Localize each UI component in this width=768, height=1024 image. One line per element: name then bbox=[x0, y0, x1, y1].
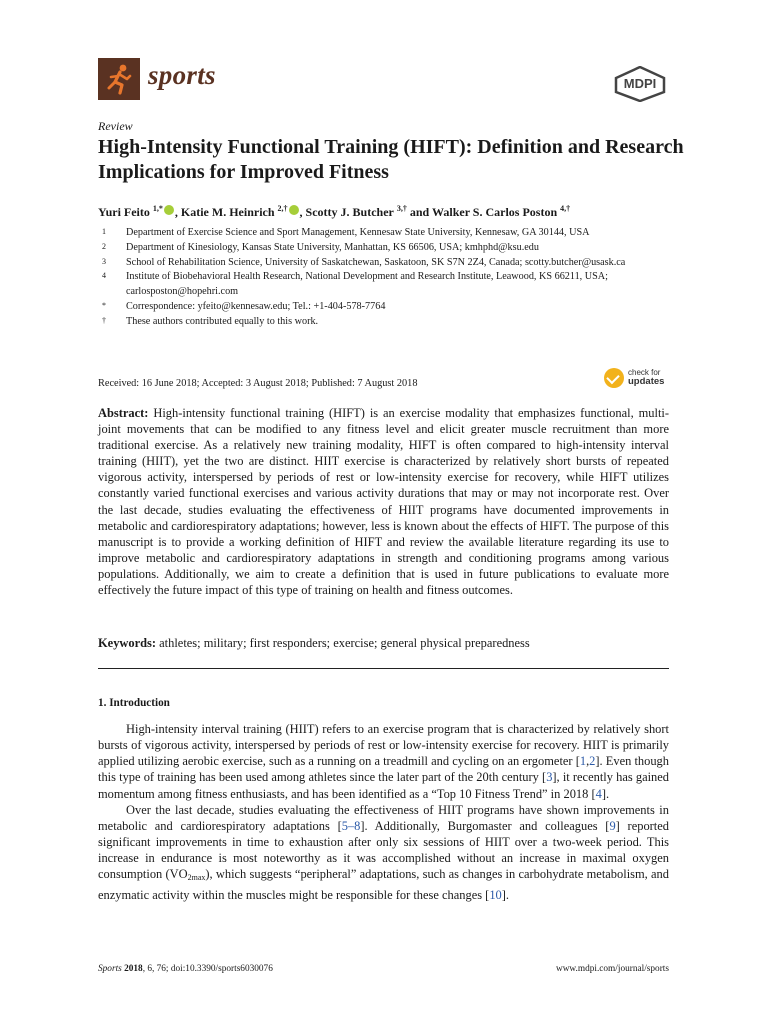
citation-link[interactable]: 10 bbox=[489, 887, 502, 902]
journal-name: sports bbox=[148, 60, 216, 90]
affiliation-text: Department of Exercise Science and Sport Management, Kennesaw State University, Kennesaw, GA 30144, USA bbox=[126, 227, 590, 238]
affiliation-text: Institute of Biobehavioral Health Research, National Development and Research Institute, Leawood, KS 66211, USA; carlosposton@hopehri.com bbox=[126, 271, 608, 298]
citation-footer bbox=[98, 964, 273, 974]
text-run: ), which suggests “peripheral” adaptations, such as changes in carbohydrate metabolism, and enzymatic activity within the muscles might be responsible for these changes [ bbox=[98, 867, 669, 902]
text-run: Over the last decade, studies evaluating the effectiveness of HIIT programs have shown improvements in metabolic and cardiorespiratory adaptations [ bbox=[98, 802, 669, 833]
affiliation-item bbox=[102, 270, 642, 300]
paragraph bbox=[98, 802, 669, 903]
affiliation-number: 1 bbox=[102, 227, 106, 236]
text-run: , bbox=[586, 754, 590, 769]
author-list: Yuri Feito $^{1,*}$ , Katie M. Heinrich $^{2,\dagger}$ , Scotty J. Butcher $^{3,\dagger}$ and Walker S. Carlos Poston $^{4,\dagger}$ bbox=[98, 204, 571, 219]
affiliation-number: 4 bbox=[102, 271, 106, 281]
author-affiliation: 3,† bbox=[396, 204, 407, 213]
check-for-updates-button[interactable] bbox=[604, 368, 674, 390]
affiliations-list bbox=[102, 226, 642, 330]
article-title: High-Intensity Functional Training (HIFT): Definition and Research Implications for Improved Fitness bbox=[98, 136, 684, 183]
citation-link[interactable]: 3 bbox=[546, 770, 553, 785]
footer-year: 2018 bbox=[124, 964, 143, 974]
affiliation-number: 3 bbox=[102, 256, 106, 266]
correspondence-item bbox=[102, 300, 642, 315]
author-affiliation: 1,* bbox=[152, 204, 163, 213]
abstract bbox=[98, 405, 669, 598]
affiliation-text: Department of Kinesiology, Kansas State University, Manhattan, KS 66506, USA; kmhphd@ksu.edu bbox=[126, 241, 539, 253]
citation-link[interactable]: 5–8 bbox=[341, 818, 361, 833]
text-run: ], it recently has gained momentum among fitness enthusiasts, and has been identified as a “Top 10 Fitness Trend” in 2018 [ bbox=[98, 770, 670, 801]
abstract-text: High-intensity functional training (HIFT) is an exercise modality that emphasizes functional, multi-joint movements that can be modified to any fitness level and elicit greater muscle recruitment than more traditional exercise. As a relatively new training modality, HIFT is often compared to high-intensity interval training (HIIT), yet the two are distinct. HIIT exercise is characterized by relatively short bursts of repeated vigorous activity, interspersed by periods of rest or low-intensity exercise for recovery, while HIFT utilizes constantly varied functional exercises and various activity durations that may or may not incorporate rest. Over the last decade, studies evaluating the effectiveness of HIIT programs have documented improvements in metabolic and cardiorespiratory adaptations; however, less is known about the effects of HIFT. The purpose of this manuscript is to provide a working definition of HIFT and review the available literature regarding its use to improve metabolic and cardiorespiratory adaptations in strength and conditioning programs among various populations. Additionally, we aim to create a definition that is used in future publications to evaluate more effectively the future impact of this type of training on health and fitness outcomes. bbox=[98, 406, 670, 598]
journal-logo bbox=[98, 58, 140, 100]
keywords-text: athletes; military; first responders; exercise; general physical preparedness bbox=[159, 636, 530, 650]
orcid-icon[interactable] bbox=[164, 205, 174, 215]
article-type: Review bbox=[98, 119, 133, 133]
text-run: ]. bbox=[601, 786, 610, 801]
affiliation-number: 2 bbox=[102, 241, 106, 251]
author-name[interactable]: Walker S. Carlos Poston bbox=[432, 205, 558, 219]
author-name[interactable]: Scotty J. Butcher bbox=[305, 205, 394, 219]
affiliation-number: * bbox=[102, 300, 106, 310]
section-divider bbox=[98, 668, 669, 669]
keywords bbox=[98, 635, 669, 651]
equal-contribution-note bbox=[102, 315, 642, 330]
introduction-body bbox=[98, 721, 669, 903]
text-run: ]. Additionally, Burgomaster and colleagues [ bbox=[360, 818, 610, 833]
check-updates-line2: updates bbox=[628, 376, 665, 387]
footer-doi[interactable]: , 6, 76; doi:10.3390/sports6030076 bbox=[142, 964, 273, 974]
runner-icon bbox=[98, 58, 140, 100]
affiliation-number: † bbox=[102, 315, 106, 325]
journal-url[interactable]: www.mdpi.com/journal/sports bbox=[555, 964, 669, 974]
author-name[interactable]: Katie M. Heinrich bbox=[180, 205, 275, 219]
section-heading: 1. Introduction bbox=[98, 697, 170, 709]
text-run: ]. Even though this type of training has been used among athletes since the later part of the 20th century [ bbox=[98, 754, 669, 785]
text-run: High-intensity interval training (HIIT) refers to an exercise program that is characterized by relatively short bursts of vigorous activity, interspersed by periods of rest or low-intensity exercise for recovery. HIIT is primarily applied utilizing aerobic exercise, such as a running on a treadmill and cycling on an ergometer [ bbox=[98, 722, 669, 769]
paragraph bbox=[98, 721, 669, 802]
publisher-name: MDPI bbox=[623, 76, 657, 91]
text-run: ]. bbox=[501, 887, 510, 902]
author-affiliation: 2,† bbox=[277, 204, 288, 213]
footer-journal: Sports bbox=[98, 964, 122, 974]
check-icon bbox=[604, 368, 624, 388]
author-name[interactable]: Yuri Feito bbox=[98, 205, 150, 219]
affiliation-item bbox=[102, 256, 642, 271]
citation-link[interactable]: 9 bbox=[609, 818, 616, 833]
affiliation-item bbox=[102, 241, 642, 256]
publisher-logo bbox=[612, 66, 668, 102]
affiliation-text: School of Rehabilitation Science, University of Saskatchewan, Saskatoon, SK S7N 2Z4, Canada; scotty.butcher@usask.ca bbox=[126, 256, 626, 268]
check-updates-label bbox=[628, 368, 664, 386]
citation-link[interactable]: 2 bbox=[589, 754, 596, 769]
correspondence-text: Correspondence: yfeito@kennesaw.edu; Tel.: +1-404-578-7764 bbox=[126, 300, 386, 312]
text-run: ] reported significant improvements in time to exhaustion after only six sessions of HIIT over a two-week period. This increase in endurance is most noteworthy as it was accomplished without an increase in maximal oxygen consumption (VO bbox=[98, 818, 669, 882]
check-updates-line1: check for bbox=[628, 368, 661, 377]
subscript: 2max bbox=[187, 873, 206, 883]
abstract-label: Abstract: bbox=[98, 406, 149, 420]
citation-link[interactable]: 4 bbox=[595, 786, 602, 801]
keywords-label: Keywords: bbox=[98, 636, 157, 650]
publication-dates: Received: 16 June 2018; Accepted: 3 August 2018; Published: 7 August 2018 bbox=[98, 378, 418, 389]
orcid-icon[interactable] bbox=[289, 205, 299, 215]
author-affiliation: 4,† bbox=[560, 204, 571, 213]
affiliation-item bbox=[102, 226, 642, 241]
citation-link[interactable]: 1 bbox=[579, 754, 587, 769]
equal-contribution-text: These authors contributed equally to this work. bbox=[126, 315, 319, 327]
